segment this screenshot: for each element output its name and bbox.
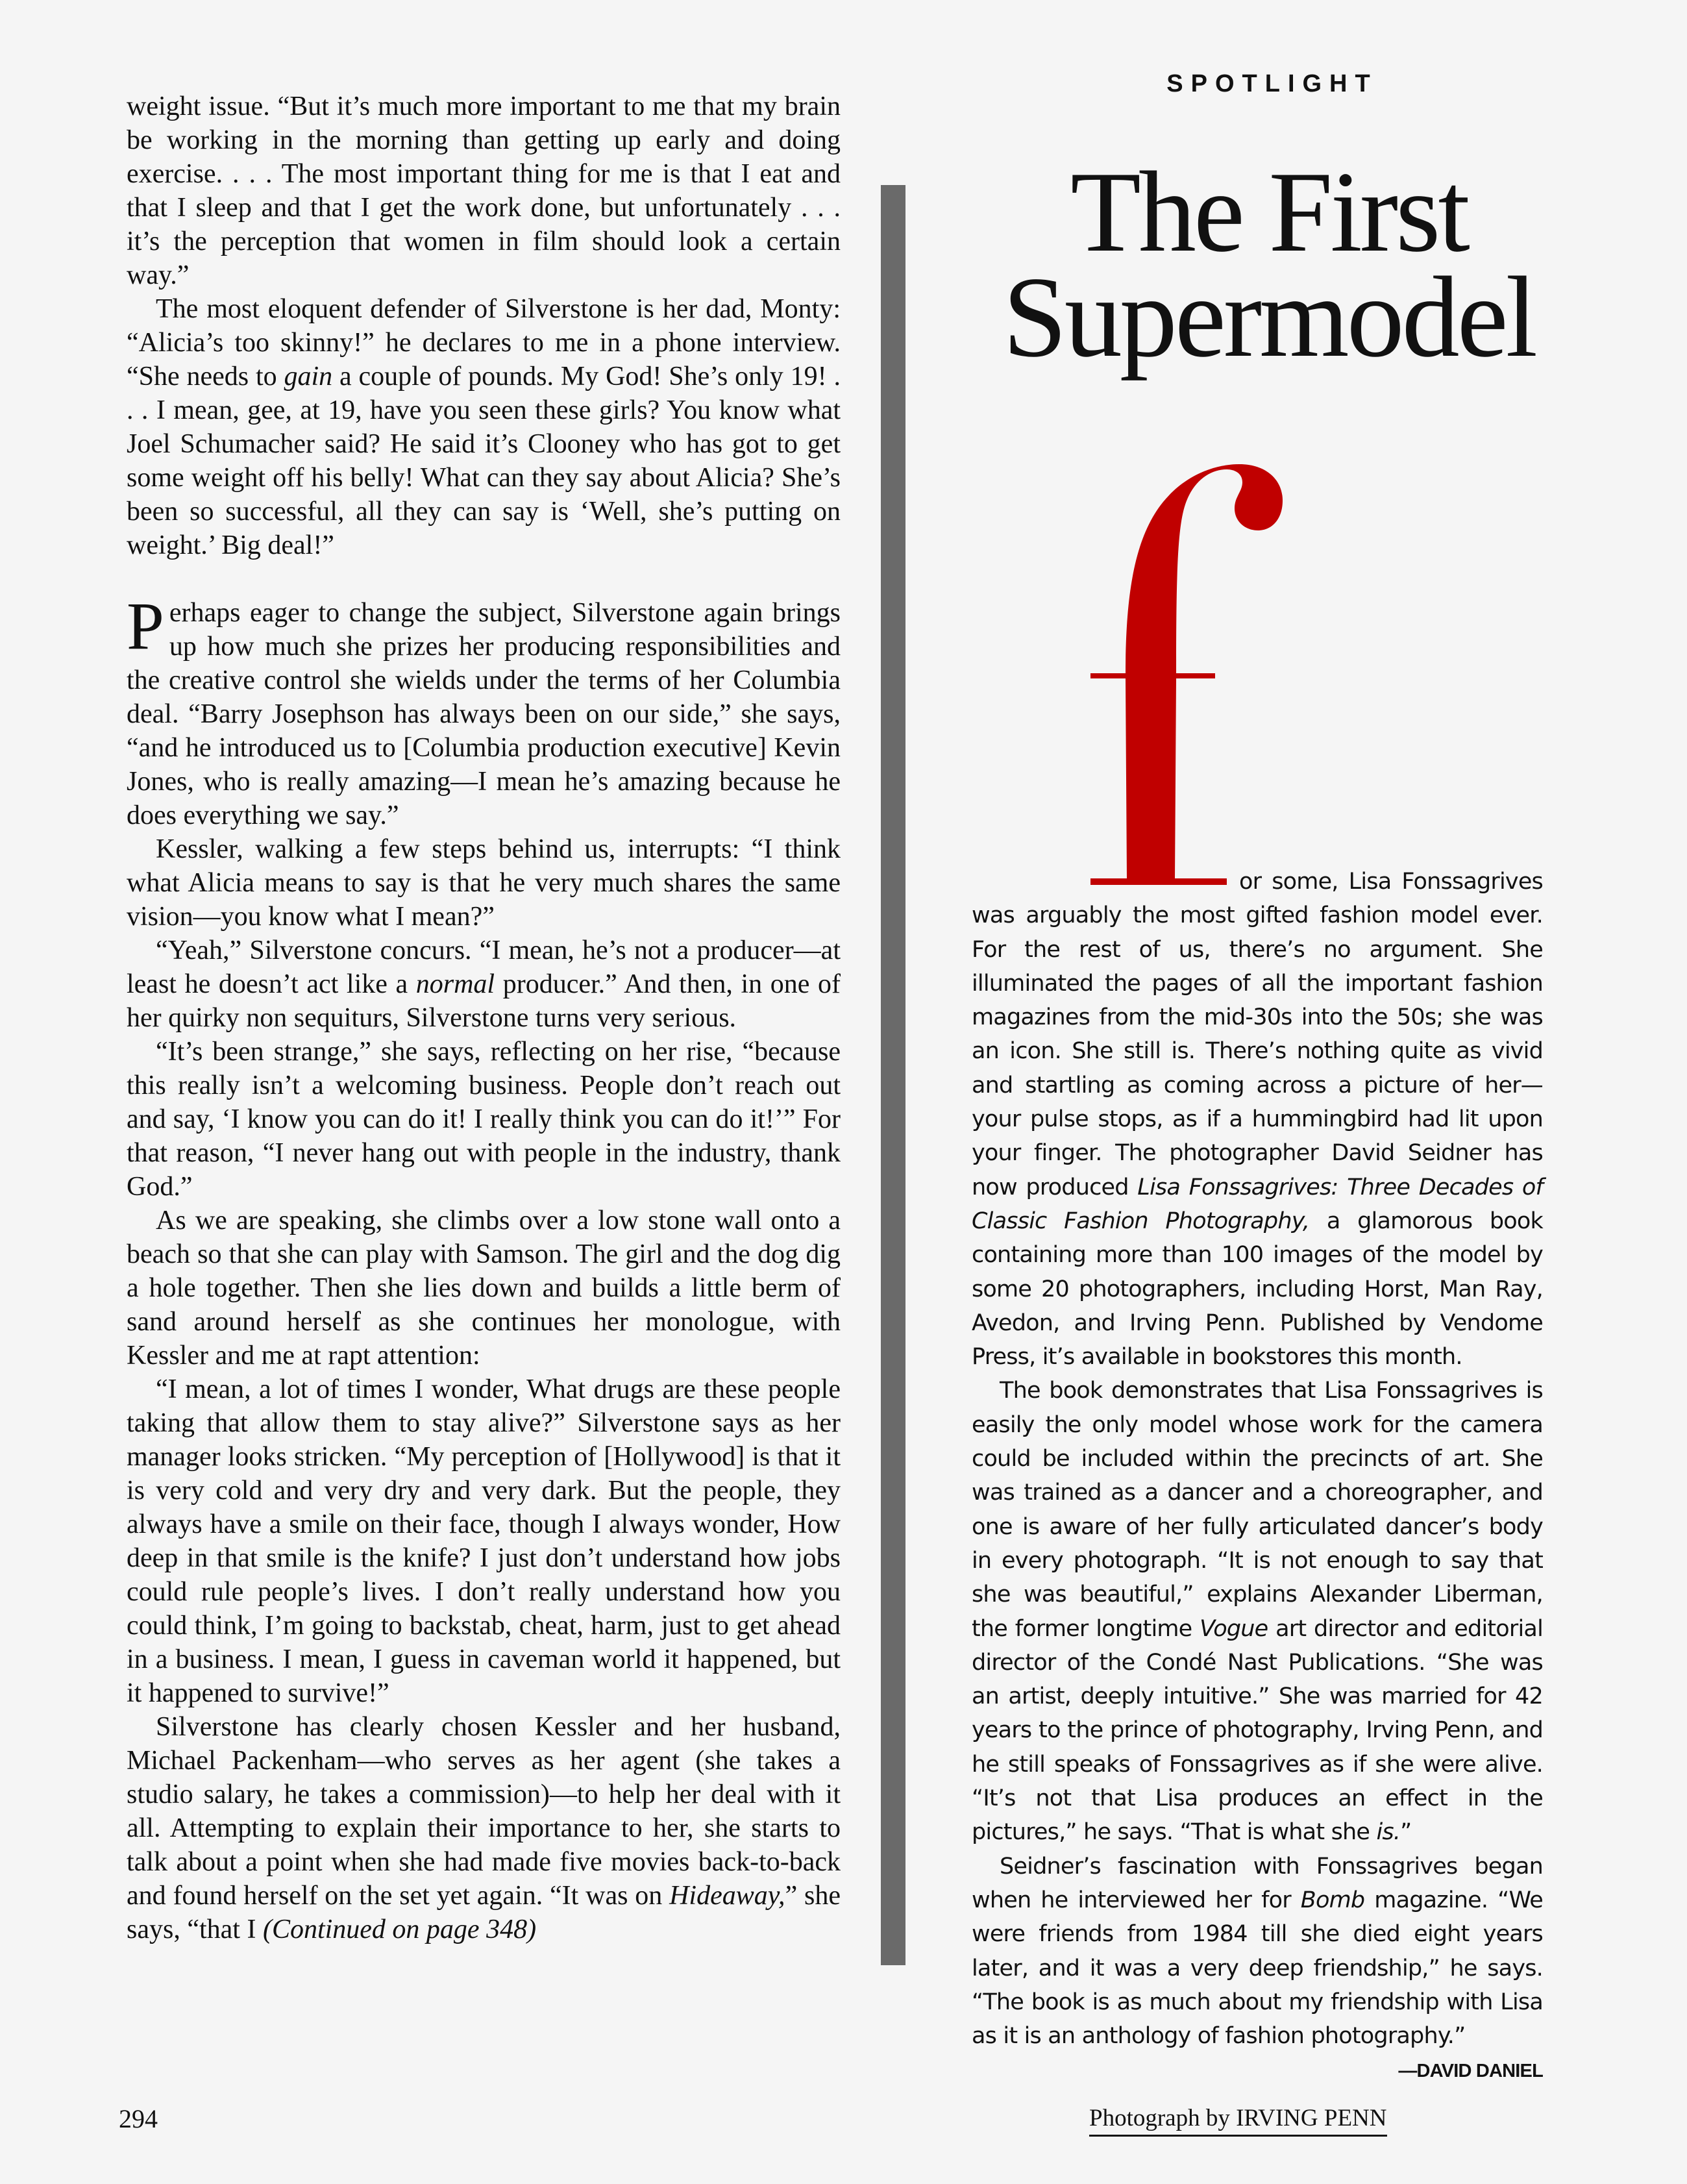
- italic-text: gain: [284, 362, 333, 391]
- article-paragraph: “I mean, a lot of times I wonder, What drugs are these people taking that allow them to stay alive?” Silverstone says as her manager looks stricken. “My perception of [Hollywood] is that it is very cold and very dry and very dark. But the people, they always have a smile on their face, though I always wonder, How deep in that smile is the knife? I just don’t understand how jobs could rule people’s lives. I don’t really understand how you could think, I’m going to backstab, cheat, harm, just to get ahead in a business. I mean, I guess in caveman world it happened, but it happened to survive!”: [127, 1374, 841, 1708]
- italic-text: Vogue: [1200, 1615, 1268, 1642]
- article-paragraph-text: Silverstone has clearly chosen Kessler and her husband, Michael Packenham—who serves as her agent (she takes a studio salary, he takes a commission)—to help her deal with it all. Attempting to explain their importance to her, she starts to talk about a point when she had made five movies back-to-back and found herself on the set yet again. “It was on Hideaway,” she says, “that I: [127, 1712, 841, 1944]
- photo-credit: Photograph by IRVING PENN: [1089, 2104, 1387, 2137]
- author-byline: —DAVID DANIEL: [1398, 2061, 1543, 2082]
- article-paragraph: [127, 589, 841, 832]
- article-paragraph: The most eloquent defender of Silverstone is her dad, Monty: “Alicia’s too skinny!” he declares to me in a phone interview. “She needs to gain a couple of pounds. My God! She’s only 19! . . . I mean, gee, at 19, have you seen these girls? You know what Joel Schumacher said? He said it’s Clooney who has got to get some weight off his belly! What can they say about Alicia? She’s been so successful, all they can say is ‘Well, she’s putting on weight.’ Big deal!”: [127, 294, 841, 560]
- article-paragraph-text: erhaps eager to change the subject, Silverstone again brings up how much she prizes her producing responsibilities and the creative control she wields under the terms of her Columbia deal. “Barry Josephson has always been on our side,” she says, “and he introduced us to [Columbia production executive] Kevin Jones, who is really amazing—I mean he’s amazing because he does everything we say.”: [127, 598, 841, 830]
- sidebar-paragraph: or some, Lisa Fonssagrives was arguably the most gifted fashion model ever. For the rest of us, there’s no argument. She illuminated the pages of all the important fashion magazines from the mid-30s into the 50s; she was an icon. She still is. There’s nothing quite as vivid and startling as coming across a picture of her—your pulse stops, as if a hummingbird had lit upon your finger. The photographer David Seidner has now produced Lisa Fonssagrives: Three Decades of Classic Fashion Photography, a glamorous book containing more than 100 images of the model by some 20 photographers, including Horst, Man Ray, Avedon, and Irving Penn. Published by Vendome Press, it’s available in bookstores this month.: [972, 869, 1544, 1371]
- sidebar-body: [972, 865, 1543, 2089]
- article-paragraph: “Yeah,” Silverstone concurs. “I mean, he’s not a producer—at least he doesn’t act like a normal producer.” And then, in one of her quirky non sequiturs, Silverstone turns very serious.: [127, 936, 841, 1033]
- sidebar-paragraph: Seidner’s fascination with Fonssagrives began when he interviewed her for Bomb magazine. “We were friends from 1984 till she died eight years later, and it was a very deep friendship,” he says. “The book is as much about my friendship with Lisa as it is an anthology of fashion photography.”: [972, 1853, 1543, 2050]
- dropcap-f: [1090, 464, 1298, 893]
- article-paragraph: Kessler, walking a few steps behind us, interrupts: “I think what Alicia means to say is that he very much shares the same vision—you know what I mean?”: [127, 834, 841, 932]
- article-paragraph: As we are speaking, she climbs over a low stone wall onto a beach so that she can play with Samson. The girl and the dog dig a hole together. Then she lies down and builds a little berm of sand around herself as she continues her monologue, with Kessler and me at rapt attention:: [127, 1206, 841, 1371]
- page-number: 294: [119, 2104, 158, 2133]
- sidebar-paragraph: The book demonstrates that Lisa Fonssagrives is easily the only model whose work for the camera could be included within the precincts of art. She was trained as a dancer and a choreographer, and one is aware of her fully articulated dancer’s body in every photograph. “It is not enough to say that she was beautiful,” explains Alexander Liberman, the former longtime Vogue art director and editorial director of the Condé Nast Publications. “She was an artist, deeply intuitive.” She was married for 42 years to the prince of photography, Irving Penn, and he still speaks of Fonssagrives as if she were alive. “It’s not that Lisa produces an effect in the pictures,” he says. “That is what she is.”: [972, 1378, 1543, 1846]
- dropcap-f-stem: [1090, 464, 1283, 885]
- article-paragraph: weight issue. “But it’s much more important to me that my brain be working in the morning than getting up early and doing exercise. . . . The most important thing for me is that I eat and that I sleep and that I get the work done, but unfortunately . . . it’s the perception that women in film should look a certain way.”: [127, 92, 841, 290]
- continued-note: (Continued on page 348): [262, 1915, 537, 1944]
- italic-text: Lisa Fonssagrives: Three Decades of Classic Fashion Photography,: [972, 1174, 1544, 1234]
- sidebar-title: [961, 147, 1577, 381]
- italic-text: Bomb: [1300, 1887, 1365, 1913]
- title-line: Supermodel: [1002, 253, 1536, 381]
- title-line: The First: [1070, 147, 1468, 276]
- column-divider: [881, 185, 905, 1965]
- italic-text: is.: [1376, 1819, 1401, 1846]
- italic-text: Hideaway,: [669, 1881, 785, 1911]
- section-initial: P: [127, 589, 164, 664]
- section-kicker: SPOTLIGHT: [1166, 70, 1378, 97]
- article-paragraph: [127, 1710, 841, 1946]
- italic-text: normal: [415, 969, 495, 999]
- article-paragraph: “It’s been strange,” she says, reflecting on her rise, “because this really isn’t a welcoming business. People don’t reach out and say, ‘I know you can do it! I really think you can do it!’” For that reason, “I never hang out with people in the industry, thank God.”: [127, 1037, 841, 1202]
- article-column: [127, 90, 841, 1946]
